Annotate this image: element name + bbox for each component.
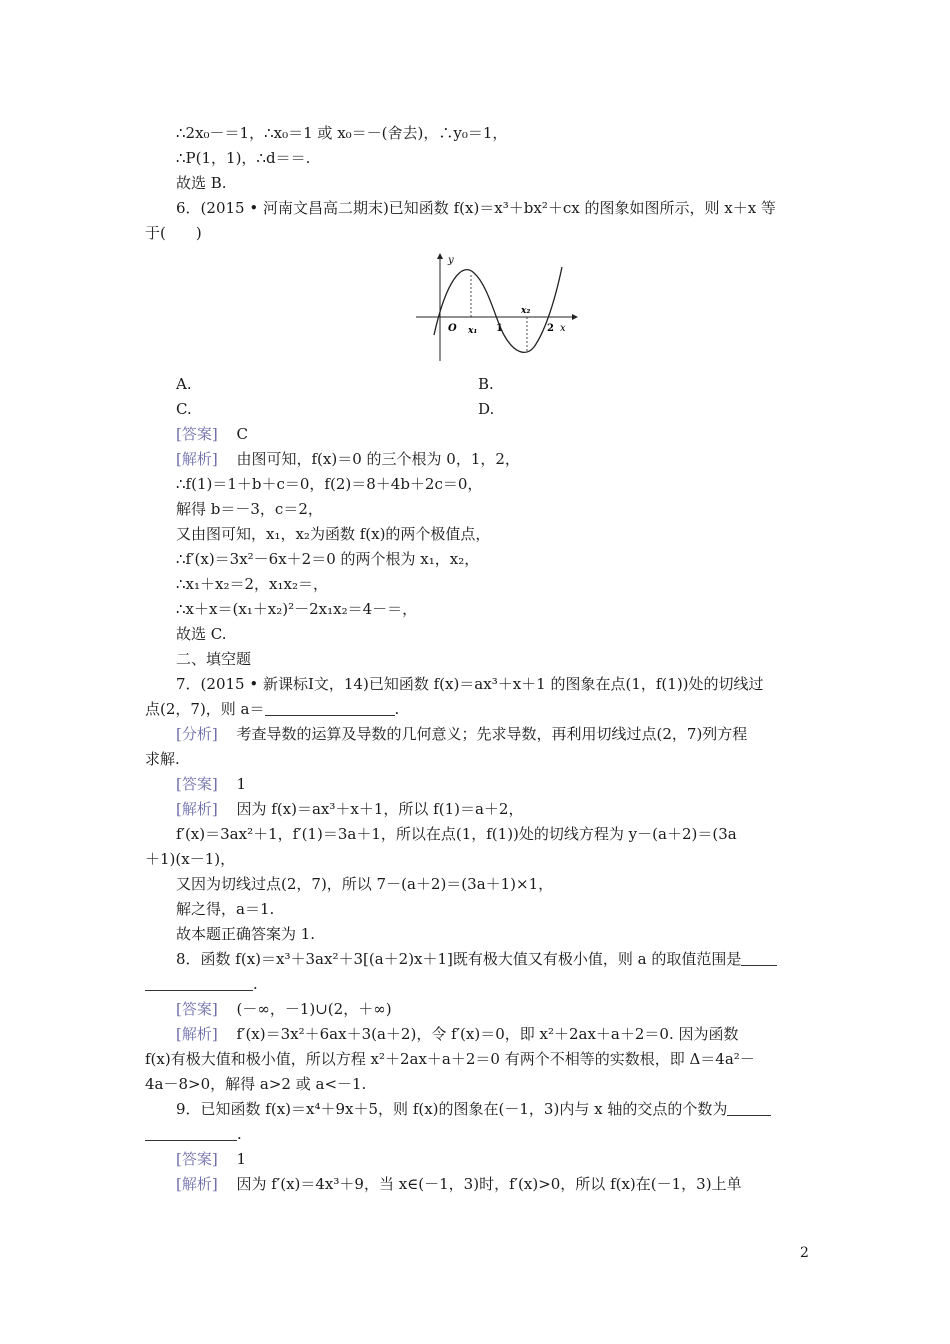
analysis-6-line-7: ∴x＋x＝(x₁＋x₂)²－2x₁x₂＝4－＝， bbox=[176, 600, 418, 618]
analysis-7-line-5: 解之得，a＝1. bbox=[176, 900, 275, 918]
question-9-line-2: . bbox=[145, 1124, 242, 1144]
one-label: 1 bbox=[496, 323, 503, 334]
blank-8 bbox=[145, 976, 253, 991]
option-d: D. bbox=[478, 400, 495, 418]
answer-9: [答案] 1 bbox=[176, 1150, 247, 1168]
question-6-line-1: 6．(2015 • 河南文昌高二期末)已知函数 f(x)＝x³＋bx²＋cx 的图象如图所示，则 x＋x 等 bbox=[176, 199, 776, 217]
analysis-7-line-1: [解析] 因为 f(x)＝ax³＋x＋1，所以 f(1)＝a＋2， bbox=[176, 800, 524, 818]
question-8-line-2: . bbox=[145, 974, 258, 994]
blank-9 bbox=[145, 1126, 237, 1141]
cubic-graph-figure bbox=[412, 251, 580, 369]
answer-tag: [答案] bbox=[176, 425, 218, 443]
fenxi-tag: [分析] bbox=[176, 725, 218, 743]
x-axis-arrow bbox=[572, 314, 578, 320]
y-axis-arrow bbox=[437, 253, 443, 259]
answer-6 bbox=[176, 424, 248, 444]
option-a: A. bbox=[176, 375, 192, 393]
analysis-6-line-6: ∴x₁＋x₂＝2，x₁x₂＝， bbox=[176, 575, 328, 593]
answer-7: [答案] 1 bbox=[176, 775, 247, 793]
analysis-tag: [解析] bbox=[176, 450, 218, 468]
cubic-curve bbox=[434, 267, 562, 352]
x-axis-label: x bbox=[560, 323, 566, 334]
question-8-line-1: 8．函数 f(x)＝x³＋3ax²＋3[(a＋2)x＋1]既有极大值又有极小值，则 a 的取值范围是 bbox=[176, 949, 777, 969]
x1-label: x₁ bbox=[468, 326, 478, 336]
answer-value: C bbox=[236, 425, 248, 443]
analysis-8-line-1: [解析] f′(x)＝3x²＋6ax＋3(a＋2)，令 f′(x)＝0，即 x²＋2ax＋a＋2＝0. 因为函数 bbox=[176, 1025, 739, 1043]
option-c: C. bbox=[176, 400, 192, 418]
origin-label: O bbox=[448, 323, 457, 334]
section-heading: 二、填空题 bbox=[176, 650, 252, 668]
analysis-8-line-3: 4a－8>0，解得 a>2 或 a<－1. bbox=[145, 1075, 367, 1093]
analysis-7-line-4: 又因为切线过点(2，7)，所以 7－(a＋2)＝(3a＋1)×1， bbox=[176, 875, 554, 893]
analysis-7-line-2: f′(x)＝3ax²＋1，f′(1)＝3a＋1，所以在点(1，f(1))处的切线方程为 y－(a＋2)＝(3a bbox=[176, 825, 737, 843]
two-label: 2 bbox=[547, 323, 554, 334]
analysis-6-line-3: 解得 b＝－3，c＝2， bbox=[176, 500, 323, 518]
answer-8: [答案] (－∞，－1)∪(2，＋∞) bbox=[176, 1000, 392, 1018]
line-1: ∴2x₀－＝1，∴x₀＝1 或 x₀＝－(舍去)，∴y₀＝1， bbox=[176, 124, 508, 142]
page-number: 2 bbox=[800, 1245, 809, 1261]
blank-7 bbox=[265, 701, 395, 716]
fenxi-7-line-2: 求解. bbox=[145, 750, 180, 768]
analysis-6-line-1: [解析] 由图可知，f(x)＝0 的三个根为 0，1，2， bbox=[176, 450, 520, 468]
analysis-6-line-4: 又由图可知，x₁，x₂为函数 f(x)的两个极值点， bbox=[176, 525, 491, 543]
analysis-8-line-2: f(x)有极大值和极小值，所以方程 x²＋2ax＋a＋2＝0 有两个不相等的实数根，即 Δ＝4a²－ bbox=[145, 1050, 755, 1068]
question-6-line-2: 于( ) bbox=[145, 224, 202, 242]
analysis-7-line-6: 故本题正确答案为 1. bbox=[176, 925, 316, 943]
analysis-6-line-8: 故选 C. bbox=[176, 625, 227, 643]
question-9-line-1: 9．已知函数 f(x)＝x⁴＋9x＋5，则 f(x)的图象在(－1，3)内与 x 轴的交点的个数为 bbox=[176, 1099, 771, 1119]
question-7-line-2: 点(2，7)，则 a＝ . bbox=[145, 700, 400, 718]
x2-label: x₂ bbox=[521, 306, 531, 316]
analysis-6-line-2: ∴f(1)＝1＋b＋c＝0，f(2)＝8＋4b＋2c＝0， bbox=[176, 475, 483, 493]
analysis-6-line-5: ∴f′(x)＝3x²－6x＋2＝0 的两个根为 x₁，x₂， bbox=[176, 550, 480, 568]
fenxi-7-line-1: [分析] 考查导数的运算及导数的几何意义；先求导数，再利用切线过点(2，7)列方程 bbox=[176, 725, 748, 743]
line-2: ∴P(1，1)，∴d＝＝. bbox=[176, 149, 311, 167]
question-7-line-1: 7．(2015 • 新课标Ⅰ文，14)已知函数 f(x)＝ax³＋x＋1 的图象在点(1，f(1))处的切线过 bbox=[176, 675, 764, 693]
option-b: B. bbox=[478, 375, 494, 393]
analysis-9-line-1: [解析] 因为 f′(x)＝4x³＋9，当 x∈(－1，3)时，f′(x)>0，所以 f(x)在(－1，3)上单 bbox=[176, 1175, 742, 1193]
y-axis-label: y bbox=[448, 255, 454, 266]
line-3: 故选 B. bbox=[176, 174, 227, 192]
analysis-7-line-3: ＋1)(x－1)， bbox=[145, 850, 236, 868]
